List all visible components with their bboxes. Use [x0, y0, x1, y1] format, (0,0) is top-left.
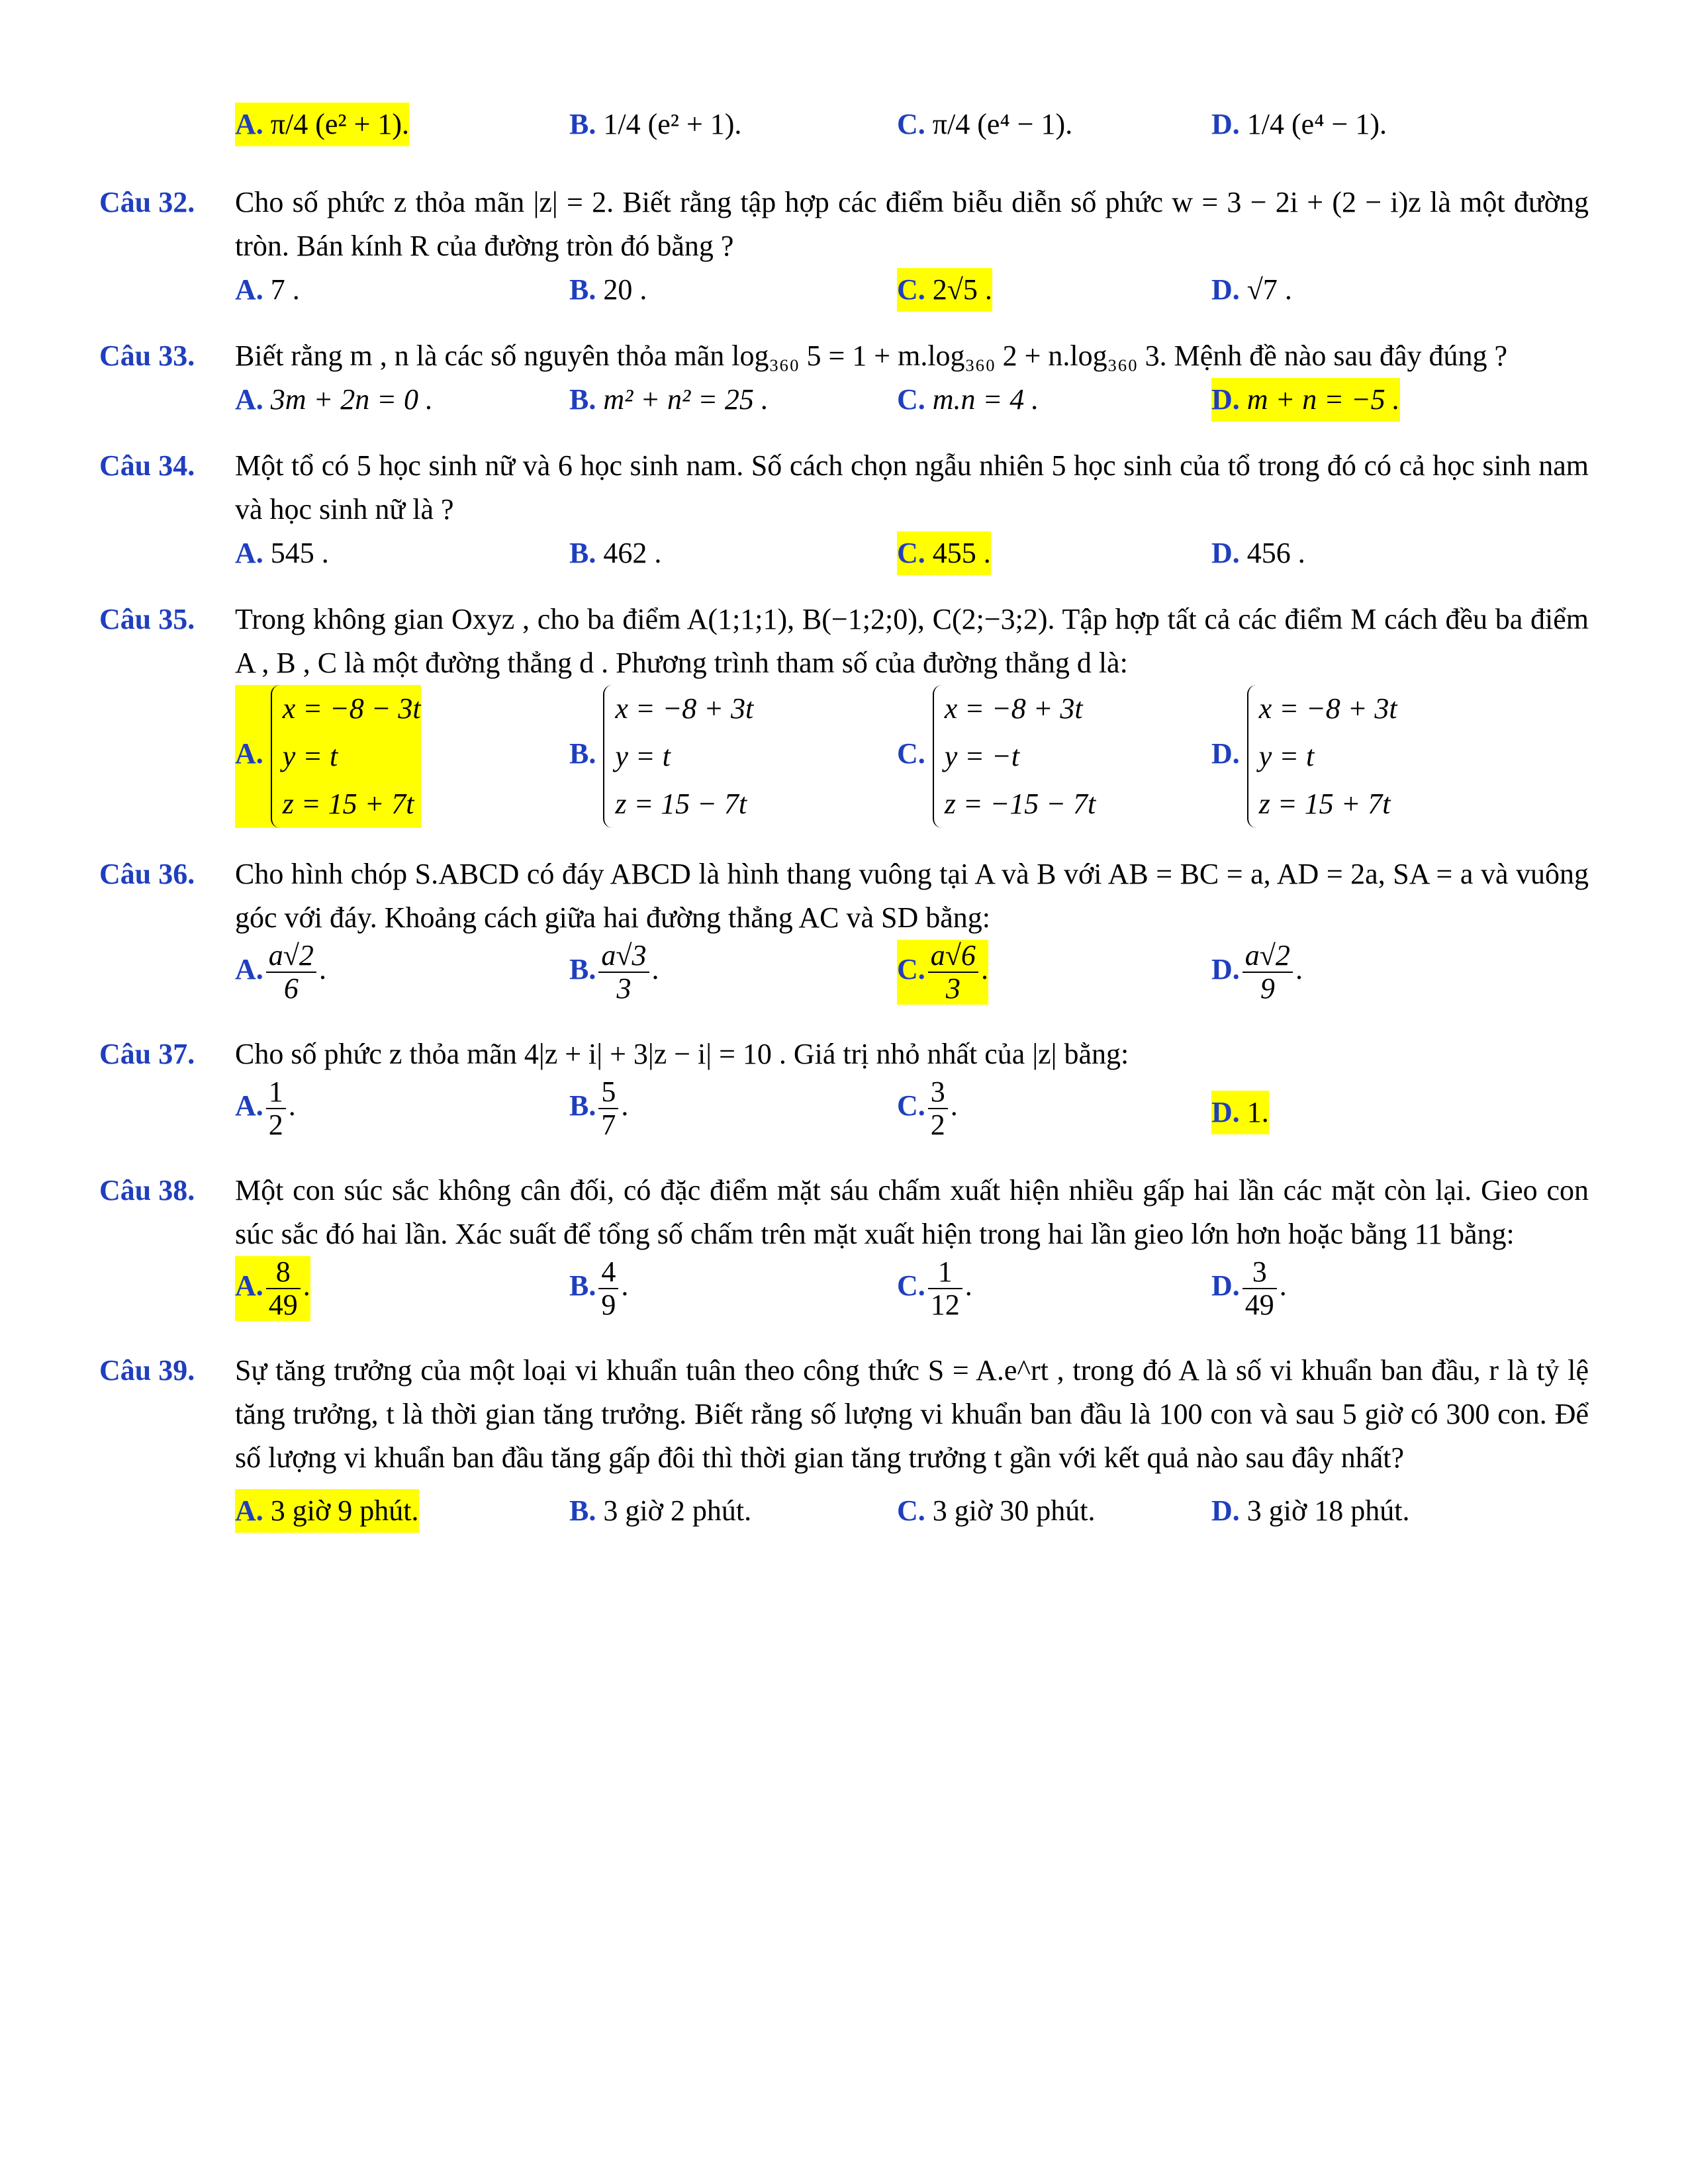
question-number: Câu 39. — [99, 1354, 195, 1387]
options-row — [235, 685, 1589, 834]
question-stem: Cho số phức z thỏa mãn 4|z + i| + 3|z − i| = 10 . Giá trị nhỏ nhất của |z| bằng: — [235, 1038, 1129, 1070]
option-d: D. 456 . — [1211, 537, 1305, 569]
option-d: D. $\frac{a√2}{9}$ . — [1211, 939, 1303, 1005]
options-row — [235, 1256, 1589, 1330]
question-number: Câu 37. — [99, 1038, 195, 1070]
option-b: B. $\frac{a√3}{3}$ . — [569, 939, 659, 1005]
question-39 — [99, 1349, 1589, 1537]
fraction: $\frac{a√2}{6}$ — [266, 940, 316, 1005]
option-b-text: 1/4 (e² + 1). — [603, 108, 742, 140]
question-34 — [99, 444, 1589, 579]
fraction: $\frac{3}{49}$ — [1243, 1256, 1277, 1321]
question-stem: Cho hình chóp S.ABCD có đáy ABCD là hình thang vuông tại A và B với AB = BC = a, AD = 2a, SA = a và vuông góc với đáy. Khoảng cách giữa hai đường thẳng AC và SD bằng: — [235, 858, 1589, 934]
option-d-text: 1/4 (e⁴ − 1). — [1246, 108, 1387, 140]
option-d: D. $\frac{3}{49}$ . — [1211, 1255, 1287, 1321]
option-b: B. 3 giờ 2 phút. — [569, 1494, 752, 1527]
fraction: $\frac{4}{9}$ — [598, 1256, 618, 1321]
option-a: A. 7 . — [235, 273, 300, 306]
option-c: C. π/4 (e⁴ − 1). — [897, 108, 1073, 140]
question-stem: Trong không gian Oxyz , cho ba điểm A(1;1;1), B(−1;2;0), C(2;−3;2). Tập hợp tất cả các điểm M cách đều ba điểm A , B , C là một đường thẳng d . Phương trình tham số của đường thẳng d là: — [235, 603, 1589, 679]
options-row — [235, 1076, 1589, 1150]
option-b: B. $\frac{5}{7}$ . — [569, 1075, 629, 1141]
option-b: B. x = −8 + 3t y = t z = 15 − 7t — [569, 685, 753, 828]
fraction: $\frac{1}{2}$ — [266, 1076, 286, 1141]
option-c: C. x = −8 + 3t y = −t z = −15 − 7t — [897, 685, 1096, 828]
option-b: B. $\frac{4}{9}$ . — [569, 1255, 629, 1321]
option-a: A. 3 giờ 9 phút. — [235, 1489, 419, 1533]
question-stem: Một tổ có 5 học sinh nữ và 6 học sinh nam. Số cách chọn ngẫu nhiên 5 học sinh của tổ trong đó có cả học sinh nam và học sinh nữ là ? — [235, 449, 1589, 525]
equation-system: x = −8 − 3t y = t z = 15 + 7t — [271, 685, 421, 828]
option-b: B. 20 . — [569, 273, 647, 306]
option-b: B. 1/4 (e² + 1). — [569, 108, 742, 140]
fraction: $\frac{a√3}{3}$ — [598, 940, 649, 1005]
option-a: A. $\frac{a√2}{6}$ . — [235, 939, 326, 1005]
question-38 — [99, 1169, 1589, 1330]
option-c: C. $\frac{a√6}{3}$ . — [897, 939, 988, 1005]
option-c: C. 3 giờ 30 phút. — [897, 1494, 1096, 1527]
options-row — [235, 940, 1589, 1014]
option-d: D. 1. — [1211, 1091, 1269, 1134]
options-row — [235, 531, 1589, 579]
option-a: A. $\frac{8}{49}$ . — [235, 1255, 310, 1321]
option-c: C. $\frac{3}{2}$ . — [897, 1075, 958, 1141]
question-number: Câu 33. — [99, 340, 195, 372]
fraction: $\frac{3}{2}$ — [928, 1076, 948, 1141]
question-31-options — [99, 103, 1589, 162]
option-b: B. m² + n² = 25 . — [569, 383, 769, 416]
option-a-text: π/4 (e² + 1). — [270, 108, 410, 140]
question-stem: Cho số phức z thỏa mãn |z| = 2. Biết rằng tập hợp các điểm biễu diễn số phức w = 3 − 2i + (2 − i)z là một đường tròn. Bán kính R của đường tròn đó bằng ? — [235, 186, 1589, 262]
fraction: $\frac{a√2}{9}$ — [1243, 940, 1293, 1005]
question-36 — [99, 852, 1589, 1014]
question-37 — [99, 1032, 1589, 1150]
options-row — [235, 1489, 1589, 1537]
option-d: D. 3 giờ 18 phút. — [1211, 1494, 1410, 1527]
fraction: $\frac{a√6}{3}$ — [928, 940, 978, 1005]
question-32 — [99, 181, 1589, 316]
option-d: D. m + n = −5 . — [1211, 378, 1400, 422]
option-d: D. x = −8 + 3t y = t z = 15 + 7t — [1211, 685, 1397, 828]
options-row — [235, 268, 1589, 316]
question-number: Câu 35. — [99, 603, 195, 635]
options-row — [235, 378, 1589, 426]
option-a: A. $\frac{1}{2}$ . — [235, 1075, 296, 1141]
question-35 — [99, 598, 1589, 834]
option-c: C. m.n = 4 . — [897, 383, 1039, 416]
option-c-text: π/4 (e⁴ − 1). — [932, 108, 1073, 140]
question-33 — [99, 334, 1589, 426]
question-number: Câu 36. — [99, 858, 195, 890]
exam-page — [99, 103, 1589, 1555]
question-number: Câu 32. — [99, 186, 195, 218]
option-b: B. 462 . — [569, 537, 662, 569]
option-c: C. 2√5 . — [897, 268, 992, 312]
question-number: Câu 38. — [99, 1174, 195, 1206]
option-a: A. π/4 (e² + 1). — [235, 103, 409, 146]
question-stem: Biết rằng m , n là các số nguyên thỏa mãn log₃₆₀ 5 = 1 + m.log₃₆₀ 2 + n.log₃₆₀ 3. Mệnh đề nào sau đây đúng ? — [235, 340, 1508, 372]
option-c: C. 455 . — [897, 531, 991, 575]
question-stem: Một con súc sắc không cân đối, có đặc điểm mặt sáu chấm xuất hiện nhiều gấp hai lần các mặt còn lại. Gieo con súc sắc đó hai lần. Xác suất để tổng số chấm trên mặt xuất hiện trong hai lần gieo lớn hơn hoặc bằng 11 bằng: — [235, 1174, 1589, 1250]
option-c: C. $\frac{1}{12}$ . — [897, 1255, 972, 1321]
equation-system: x = −8 + 3t y = −t z = −15 − 7t — [933, 685, 1096, 828]
question-stem: Sự tăng trưởng của một loại vi khuẩn tuân theo công thức S = A.e^rt , trong đó A là số vi khuẩn ban đầu, r là tỷ lệ tăng trưởng, t là thời gian tăng trưởng. Biết rằng số lượng vi khuẩn ban đầu là 100 con và sau 5 giờ có 300 con. Để số lượng vi khuẩn ban đầu tăng gấp đôi thì thời gian tăng trưởng t gần với kết quả nào sau đây nhất? — [235, 1354, 1589, 1474]
option-d: D. 1/4 (e⁴ − 1). — [1211, 108, 1387, 140]
fraction: $\frac{1}{12}$ — [928, 1256, 962, 1321]
option-a: A. 3m + 2n = 0 . — [235, 383, 433, 416]
equation-system: x = −8 + 3t y = t z = 15 + 7t — [1247, 685, 1397, 828]
fraction: $\frac{8}{49}$ — [266, 1256, 301, 1321]
option-d: D. √7 . — [1211, 273, 1292, 306]
option-a: A. 545 . — [235, 537, 329, 569]
question-number: Câu 34. — [99, 449, 195, 482]
equation-system: x = −8 + 3t y = t z = 15 − 7t — [603, 685, 753, 828]
option-a: A. x = −8 − 3t y = t z = 15 + 7t — [235, 685, 421, 828]
fraction: $\frac{5}{7}$ — [598, 1076, 618, 1141]
